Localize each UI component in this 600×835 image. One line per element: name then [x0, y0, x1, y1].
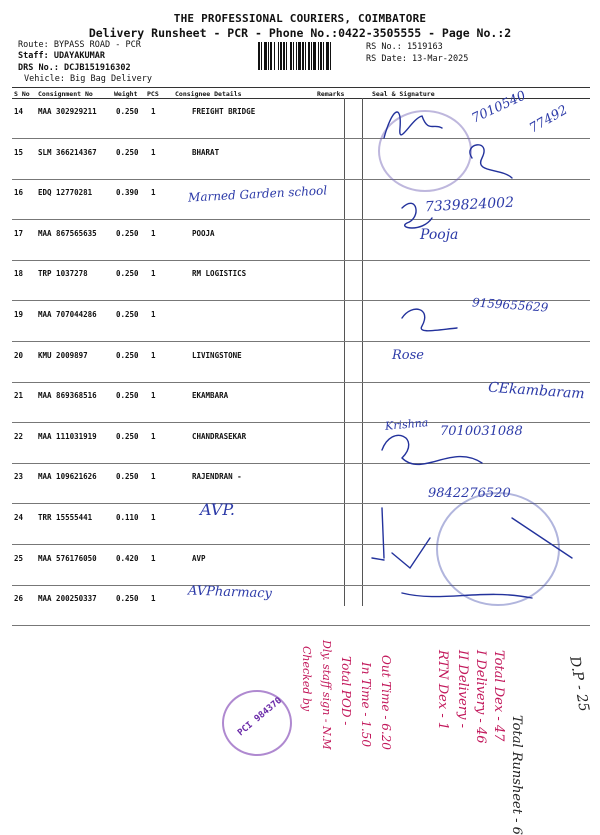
col-seal-signature: Seal & Signature — [372, 90, 435, 98]
row-consignee: POOJA — [192, 228, 215, 238]
row-consignment-no: MAA 302929211 — [38, 107, 97, 116]
row-consignment-no: EDQ 12770281 — [38, 188, 93, 198]
row-consignment-no: TRP 1037278 — [38, 269, 88, 279]
handwritten-phone-24: 9842276520 — [428, 486, 511, 501]
row-weight: 0.390 — [116, 188, 139, 198]
dp-note: D.P - 25 — [566, 655, 592, 713]
row-pcs: 1 — [151, 472, 156, 482]
summary-total-runsheet: Total Runsheet - 6 — [509, 715, 524, 835]
row-consignment-no: KMU 2009897 — [38, 350, 88, 360]
handwritten-consignee-16: Marned Garden school — [187, 183, 328, 205]
row-weight: 0.250 — [116, 431, 139, 441]
row-weight: 0.420 — [116, 553, 139, 563]
row-consignee: RM LOGISTICS — [192, 269, 247, 279]
rs-date: RS Date: 13-Mar-2025 — [366, 54, 469, 64]
summary-block — [392, 605, 600, 835]
row-sno: 15 — [14, 147, 24, 157]
row-consignment-no: MAA 576176050 — [38, 553, 97, 563]
row-weight: 0.250 — [116, 310, 139, 319]
row-consignment-no: MAA 707044286 — [38, 310, 97, 319]
row-sno: 24 — [14, 513, 24, 522]
row-pcs: 1 — [151, 107, 156, 116]
staff-label: Staff: UDAYAKUMAR — [18, 51, 105, 61]
row-consignee: LIVINGSTONE — [192, 350, 242, 360]
row-weight: 0.250 — [116, 472, 139, 482]
summary-i-delivery: I Delivery - 46 — [473, 650, 488, 744]
col-consignment: Consignment No — [38, 90, 93, 98]
row-weight: 0.250 — [116, 350, 139, 360]
handwritten-phone-22: 7010031088 — [440, 424, 523, 439]
row-pcs: 1 — [151, 513, 156, 522]
col-remarks: Remarks — [317, 90, 345, 98]
col-weight: Weight — [114, 90, 138, 98]
row-weight: 0.250 — [116, 594, 139, 604]
summary-rtn-dex: RTN Dex - 1 — [435, 650, 450, 731]
row-pcs: 1 — [151, 147, 156, 157]
handwritten-sig-22: Krishna — [384, 416, 429, 433]
row-sno: 25 — [14, 553, 24, 563]
row-consignee: BHARAT — [192, 147, 220, 157]
row-pcs: 1 — [151, 391, 156, 401]
row-pcs: 1 — [151, 350, 156, 360]
row-consignee: CHANDRASEKAR — [192, 431, 247, 441]
row-pcs: 1 — [151, 594, 156, 604]
row-weight: 0.250 — [116, 228, 139, 238]
row-pcs: 1 — [151, 228, 156, 238]
row-pcs: 1 — [151, 188, 156, 198]
row-sno: 19 — [14, 310, 24, 319]
total-pod: Total POD - — [339, 656, 353, 726]
row-weight: 0.250 — [116, 147, 139, 157]
table-top-rule — [12, 87, 590, 88]
row-sno: 21 — [14, 391, 24, 401]
row-pcs: 1 — [151, 431, 156, 441]
dly-staff-sign: Dly. staff sign - N.M — [320, 640, 333, 750]
col-pcs: PCS — [147, 90, 159, 98]
row-sno: 17 — [14, 228, 24, 238]
row-pcs: 1 — [151, 269, 156, 279]
route-label: Route: BYPASS ROAD - PCR — [18, 40, 141, 50]
row-sno: 26 — [14, 594, 24, 604]
row-consignee: RAJENDRAN - — [192, 472, 242, 482]
handwritten-consignee-26: AVPharmacy — [187, 583, 273, 602]
company-title: THE PROFESSIONAL COURIERS, COIMBATORE — [173, 12, 427, 25]
row-consignee: EKAMBARA — [192, 391, 229, 401]
handwritten-consignee-24: AVP. — [200, 500, 235, 519]
row-consignment-no: MAA 869368516 — [38, 391, 97, 401]
row-sno: 16 — [14, 188, 24, 198]
row-consignee: FREIGHT BRIDGE — [192, 107, 256, 116]
row-sno: 18 — [14, 269, 24, 279]
row-weight: 0.250 — [116, 269, 139, 279]
drs-label: DRS No.: DCJB151916302 — [18, 63, 131, 73]
rs-number: RS No.: 1519163 — [366, 42, 443, 52]
handwritten-sig-17: Pooja — [420, 227, 459, 243]
signature-scribbles — [362, 98, 590, 606]
row-consignment-no: MAA 109621626 — [38, 472, 97, 482]
row-consignment-no: MAA 111031919 — [38, 431, 97, 441]
handwritten-phone-16: 7339824002 — [424, 194, 515, 216]
handwritten-sig-20: Rose — [392, 348, 424, 363]
handwritten-sig-21: CEkambaram — [487, 379, 586, 403]
barcode — [258, 42, 362, 70]
vehicle-label: Vehicle: Big Bag Delivery — [24, 74, 152, 84]
handwritten-phone-14: 7010540 — [469, 88, 529, 127]
handwritten-phone-19: 9159655629 — [471, 295, 549, 315]
row-weight: 0.110 — [116, 513, 139, 522]
col-sno: S No — [14, 90, 30, 98]
row-sno: 23 — [14, 472, 24, 482]
row-pcs: 1 — [151, 310, 156, 319]
row-pcs: 1 — [151, 553, 156, 563]
row-sno: 14 — [14, 107, 24, 116]
row-sno: 20 — [14, 350, 24, 360]
col-consignee: Consignee Details — [175, 90, 242, 98]
row-consignee: AVP — [192, 553, 206, 563]
row-consignment-no: MAA 200250337 — [38, 594, 97, 604]
time-block — [275, 640, 405, 800]
row-sno: 22 — [14, 431, 24, 441]
handwritten-phone-14b: 77492 — [527, 102, 571, 137]
runsheet-subtitle: Delivery Runsheet - PCR - Phone No.:0422-3505555 - Page No.:2 — [88, 26, 512, 40]
checked-by: Checked by — [300, 646, 313, 712]
pci-stamp-text: PCI 984370 — [236, 695, 285, 739]
summary-ii-delivery: II Delivery - — [455, 650, 470, 728]
row-weight: 0.250 — [116, 391, 139, 401]
row-consignment-no: MAA 867565635 — [38, 228, 97, 238]
in-time: In Time - 1.50 — [359, 662, 373, 748]
out-time: Out Time - 6.20 — [379, 655, 393, 750]
summary-total-dex: Total Dex - 47 — [491, 650, 506, 742]
row-consignment-no: SLM 366214367 — [38, 147, 97, 157]
row-weight: 0.250 — [116, 107, 139, 116]
row-consignment-no: TRR 15555441 — [38, 513, 93, 522]
